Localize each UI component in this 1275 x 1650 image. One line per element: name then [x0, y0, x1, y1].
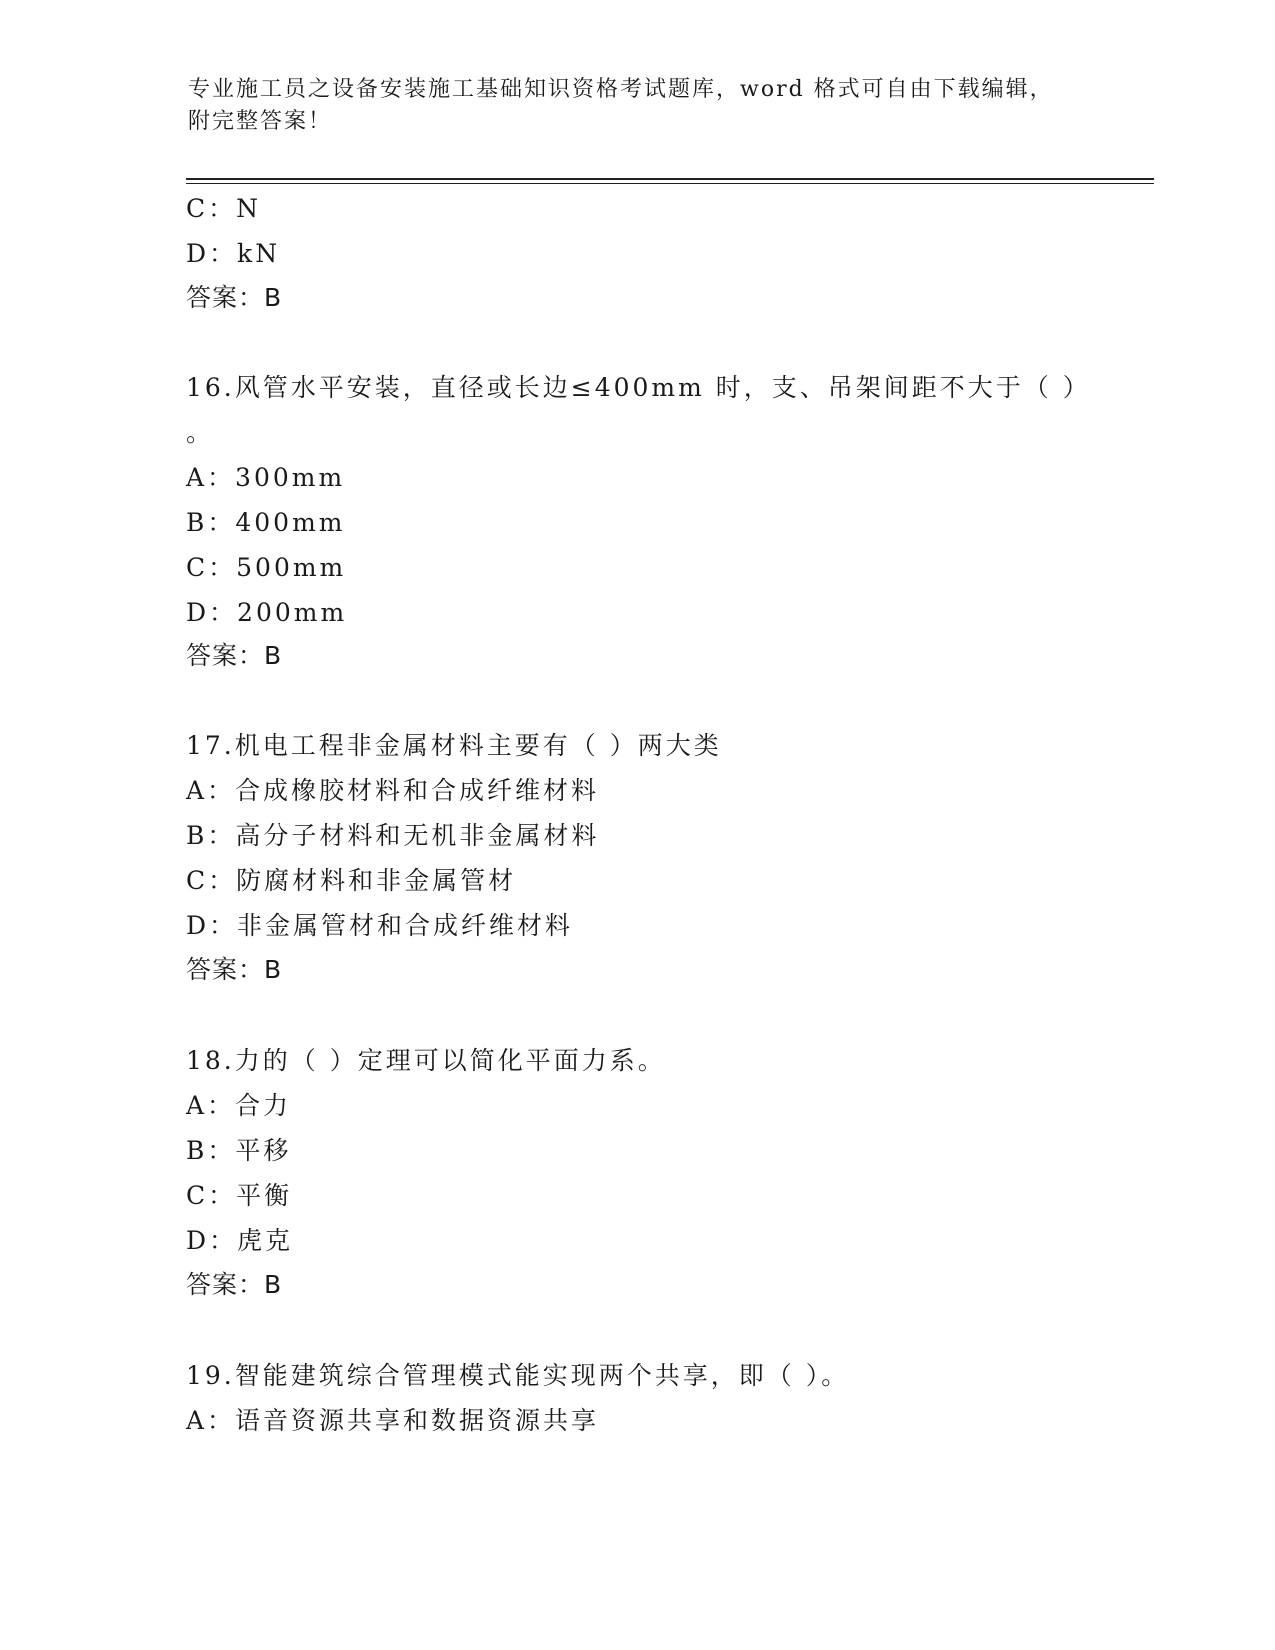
header-divider-thin: [186, 183, 1154, 184]
q17-question: 17.机电工程非金属材料主要有（ ）两大类: [186, 731, 722, 760]
q15-option-d: D：kN: [186, 239, 281, 268]
q17-option-c: C：防腐材料和非金属管材: [186, 866, 517, 895]
q18-question: 18.力的（ ）定理可以简化平面力系。: [186, 1046, 666, 1075]
q16-answer: 答案：B: [186, 641, 283, 670]
q18-answer: 答案：B: [186, 1270, 283, 1299]
header-divider-thick: [186, 178, 1154, 180]
q19-question: 19.智能建筑综合管理模式能实现两个共享，即（ ）。: [186, 1361, 850, 1390]
document-header: [188, 74, 1088, 138]
q16-question-continued: 。: [186, 418, 215, 447]
q16-option-d: D：200mm: [186, 598, 348, 627]
q15-answer: 答案：B: [186, 283, 283, 312]
q18-option-c: C：平衡: [186, 1181, 293, 1210]
q16-option-c: C：500mm: [186, 553, 347, 582]
header-line-1: 专业施工员之设备安装施工基础知识资格考试题库，word 格式可自由下载编辑，: [188, 77, 1054, 102]
header-line-2: 附完整答案！: [188, 109, 333, 134]
q17-option-d: D：非金属管材和合成纤维材料: [186, 911, 574, 940]
q17-answer: 答案：B: [186, 955, 283, 984]
q18-option-b: B：平移: [186, 1136, 292, 1165]
q18-option-a: A：合力: [186, 1091, 292, 1120]
q16-question: 16.风管水平安装，直径或长边≤400mm 时，支、吊架间距不大于（ ）: [186, 373, 1091, 402]
q19-option-a: A：语音资源共享和数据资源共享: [186, 1406, 600, 1435]
q17-option-a: A：合成橡胶材料和合成纤维材料: [186, 776, 600, 805]
q16-option-b: B：400mm: [186, 508, 346, 537]
q18-option-d: D：虎克: [186, 1226, 294, 1255]
q16-option-a: A：300mm: [186, 463, 346, 492]
q17-option-b: B：高分子材料和无机非金属材料: [186, 821, 600, 850]
q15-option-c: C：N: [186, 194, 262, 223]
